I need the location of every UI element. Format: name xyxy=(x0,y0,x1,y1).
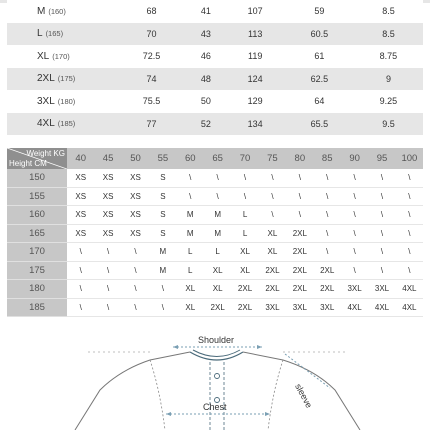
weight-header: 45 xyxy=(102,153,114,164)
size-name: 2XL xyxy=(37,73,55,85)
chart-row xyxy=(7,188,423,207)
size-row xyxy=(7,0,423,23)
size-cell: \ xyxy=(122,280,149,299)
measurement-cell: 107 xyxy=(226,0,285,23)
chart-row xyxy=(7,206,423,225)
height-label: 185 xyxy=(7,299,67,318)
size-label-cell xyxy=(7,90,117,113)
size-cell: \ xyxy=(341,206,368,225)
size-cell: XS xyxy=(94,225,121,244)
weight-header: 85 xyxy=(321,153,333,164)
size-cell: XS xyxy=(67,169,94,188)
weight-height-size-chart xyxy=(7,148,423,317)
measurement-cell: 65.5 xyxy=(285,113,354,136)
size-cell: \ xyxy=(368,262,395,281)
weight-header: 40 xyxy=(75,153,86,164)
size-cell: L xyxy=(204,243,231,262)
size-cell: 2XL xyxy=(231,299,258,318)
size-cell: \ xyxy=(286,169,313,188)
size-cell: \ xyxy=(286,188,313,207)
size-cell: L xyxy=(177,262,204,281)
measurement-cell: 41 xyxy=(186,0,225,23)
size-cell: \ xyxy=(259,169,286,188)
height-axis-label: Height CM xyxy=(9,159,47,168)
size-cell: 2XL xyxy=(259,262,286,281)
size-cell: S xyxy=(149,225,176,244)
size-cell: 4XL xyxy=(396,299,423,318)
weight-header: 100 xyxy=(401,153,418,164)
size-cell: \ xyxy=(396,169,423,188)
shirt-outline xyxy=(0,330,430,430)
size-cell: \ xyxy=(341,243,368,262)
weight-header: 65 xyxy=(212,153,223,164)
measurement-cell: 8.5 xyxy=(354,23,423,46)
chart-row xyxy=(7,243,423,262)
size-cell: \ xyxy=(94,280,121,299)
size-cell: S xyxy=(149,188,176,207)
measurement-cell: 129 xyxy=(226,90,285,113)
size-cell: XL xyxy=(177,280,204,299)
size-cell: XS xyxy=(67,206,94,225)
size-cell: M xyxy=(204,225,231,244)
size-cell: \ xyxy=(67,280,94,299)
size-name: L xyxy=(37,28,43,40)
measurement-cell: 61 xyxy=(285,45,354,68)
size-cell: \ xyxy=(396,206,423,225)
measurement-cell: 68 xyxy=(117,0,186,23)
size-cell: \ xyxy=(368,188,395,207)
size-name: 4XL xyxy=(37,118,55,130)
height-label: 155 xyxy=(7,188,67,207)
measurement-cell: 9 xyxy=(354,68,423,91)
size-height: (165) xyxy=(45,29,64,39)
size-cell: 2XL xyxy=(314,262,341,281)
size-cell: \ xyxy=(122,299,149,318)
weight-header: 90 xyxy=(349,153,360,164)
size-name: M xyxy=(37,5,46,17)
size-cell: S xyxy=(149,169,176,188)
height-label: 180 xyxy=(7,280,67,299)
size-cell: \ xyxy=(314,243,341,262)
size-cell: XL xyxy=(231,243,258,262)
size-row xyxy=(7,90,423,113)
size-cell: \ xyxy=(314,206,341,225)
measurement-cell: 134 xyxy=(226,113,285,136)
measurement-cell: 72.5 xyxy=(117,45,186,68)
size-cell: 3XL xyxy=(259,299,286,318)
measurement-cell: 119 xyxy=(226,45,285,68)
height-label: 175 xyxy=(7,262,67,281)
size-cell: \ xyxy=(341,225,368,244)
measurement-cell: 46 xyxy=(186,45,225,68)
size-cell: L xyxy=(231,225,258,244)
size-height: (170) xyxy=(52,51,70,61)
chart-row xyxy=(7,299,423,318)
size-cell: XS xyxy=(94,188,121,207)
size-cell: XL xyxy=(204,280,231,299)
height-label: 160 xyxy=(7,206,67,225)
size-cell: \ xyxy=(177,169,204,188)
size-cell: M xyxy=(149,262,176,281)
measurement-cell: 124 xyxy=(226,68,285,91)
size-cell: XL xyxy=(231,262,258,281)
size-height: (160) xyxy=(48,6,66,16)
size-cell: \ xyxy=(368,225,395,244)
size-cell: XL xyxy=(204,262,231,281)
size-cell: XS xyxy=(67,188,94,207)
size-cell: 2XL xyxy=(231,280,258,299)
measurement-cell: 48 xyxy=(186,68,225,91)
sleeve-label: sleeve xyxy=(293,382,315,410)
size-cell: XL xyxy=(259,243,286,262)
size-cell: 2XL xyxy=(204,299,231,318)
size-cell: \ xyxy=(341,262,368,281)
size-cell: M xyxy=(204,206,231,225)
size-cell: XS xyxy=(67,225,94,244)
size-cell: 3XL xyxy=(286,299,313,318)
size-label-cell xyxy=(7,23,117,46)
size-height: (175) xyxy=(57,74,76,84)
size-cell: XS xyxy=(122,169,149,188)
size-cell: 2XL xyxy=(286,280,313,299)
measurement-cell: 74 xyxy=(117,68,186,91)
size-cell: \ xyxy=(67,262,94,281)
measurement-cell: 70 xyxy=(117,23,186,46)
height-label: 150 xyxy=(7,169,67,188)
size-cell: \ xyxy=(94,243,121,262)
size-cell: \ xyxy=(259,188,286,207)
weight-axis-label: Weight KG xyxy=(26,149,65,158)
size-cell: M xyxy=(177,206,204,225)
size-cell: 2XL xyxy=(286,243,313,262)
size-cell: \ xyxy=(204,188,231,207)
size-cell: \ xyxy=(286,206,313,225)
measurement-cell: 64 xyxy=(285,90,354,113)
weight-header: 70 xyxy=(239,153,251,164)
size-cell: 2XL xyxy=(286,262,313,281)
chart-row xyxy=(7,280,423,299)
size-cell: \ xyxy=(396,262,423,281)
size-cell: \ xyxy=(231,169,258,188)
size-cell: M xyxy=(177,225,204,244)
measurement-cell: 9.5 xyxy=(354,113,423,136)
size-cell: L xyxy=(177,243,204,262)
measurement-cell: 50 xyxy=(186,90,225,113)
size-height: (180) xyxy=(57,96,76,106)
size-cell: XS xyxy=(122,206,149,225)
chest-label: Chest xyxy=(203,402,227,412)
size-label-cell xyxy=(7,0,117,23)
size-row xyxy=(7,68,423,91)
size-cell: XL xyxy=(177,299,204,318)
size-cell: \ xyxy=(149,280,176,299)
measurement-cell: 62.5 xyxy=(285,68,354,91)
measurement-cell: 113 xyxy=(226,23,285,46)
size-cell: 2XL xyxy=(314,280,341,299)
measurement-cell: 8.5 xyxy=(354,0,423,23)
size-cell: \ xyxy=(149,299,176,318)
size-height: (185) xyxy=(57,119,76,129)
size-label-cell xyxy=(7,45,117,68)
size-cell: \ xyxy=(368,206,395,225)
size-cell: \ xyxy=(94,262,121,281)
size-cell: \ xyxy=(204,169,231,188)
measurement-cell: 52 xyxy=(186,113,225,136)
size-cell: 4XL xyxy=(396,280,423,299)
weight-header: 95 xyxy=(376,153,388,164)
size-row xyxy=(7,45,423,68)
size-cell: \ xyxy=(396,188,423,207)
size-cell: \ xyxy=(396,225,423,244)
size-cell: 4XL xyxy=(341,299,368,318)
size-cell: XL xyxy=(259,225,286,244)
size-cell: \ xyxy=(314,225,341,244)
size-cell: 4XL xyxy=(368,299,395,318)
size-cell: 3XL xyxy=(314,299,341,318)
weight-header: 80 xyxy=(294,153,306,164)
size-cell: 2XL xyxy=(286,225,313,244)
weight-header: 75 xyxy=(267,153,278,164)
chart-corner-cell xyxy=(7,148,67,169)
size-cell: \ xyxy=(122,243,149,262)
size-cell: \ xyxy=(259,206,286,225)
measurement-cell: 59 xyxy=(285,0,354,23)
chart-header-row xyxy=(7,148,423,169)
size-cell: \ xyxy=(177,188,204,207)
size-cell: \ xyxy=(314,188,341,207)
weight-header: 50 xyxy=(130,153,141,164)
size-cell: S xyxy=(149,206,176,225)
size-cell: \ xyxy=(368,243,395,262)
measurement-cell: 75.5 xyxy=(117,90,186,113)
weight-header: 55 xyxy=(157,153,169,164)
size-cell: 3XL xyxy=(368,280,395,299)
size-cell: \ xyxy=(368,169,395,188)
size-row xyxy=(7,113,423,136)
size-cell: 3XL xyxy=(341,280,368,299)
size-label-cell xyxy=(7,68,117,91)
size-cell: \ xyxy=(341,188,368,207)
size-cell: \ xyxy=(341,169,368,188)
size-cell: \ xyxy=(67,243,94,262)
size-name: 3XL xyxy=(37,95,55,107)
measurement-cell: 9.25 xyxy=(354,90,423,113)
size-cell: \ xyxy=(122,262,149,281)
size-measurement-table xyxy=(7,0,423,135)
size-name: XL xyxy=(37,50,50,62)
size-cell: \ xyxy=(231,188,258,207)
size-cell: 2XL xyxy=(259,280,286,299)
measurement-cell: 8.75 xyxy=(354,45,423,68)
size-row xyxy=(7,23,423,46)
size-cell: XS xyxy=(94,169,121,188)
measurement-cell: 43 xyxy=(186,23,225,46)
size-cell: \ xyxy=(94,299,121,318)
size-cell: XS xyxy=(94,206,121,225)
shoulder-label: Shoulder xyxy=(198,335,235,345)
size-label-cell xyxy=(7,113,117,136)
size-cell: \ xyxy=(396,243,423,262)
size-cell: \ xyxy=(67,299,94,318)
measurement-cell: 60.5 xyxy=(285,23,354,46)
chart-row xyxy=(7,225,423,244)
size-cell: \ xyxy=(314,169,341,188)
chart-row xyxy=(7,169,423,188)
size-cell: XS xyxy=(122,188,149,207)
chart-row xyxy=(7,262,423,281)
measurement-cell: 77 xyxy=(117,113,186,136)
height-label: 170 xyxy=(7,243,67,262)
weight-header: 60 xyxy=(184,153,196,164)
size-cell: XS xyxy=(122,225,149,244)
size-cell: L xyxy=(231,206,258,225)
size-cell: M xyxy=(149,243,176,262)
garment-measurement-diagram xyxy=(0,330,430,430)
height-label: 165 xyxy=(7,225,67,244)
